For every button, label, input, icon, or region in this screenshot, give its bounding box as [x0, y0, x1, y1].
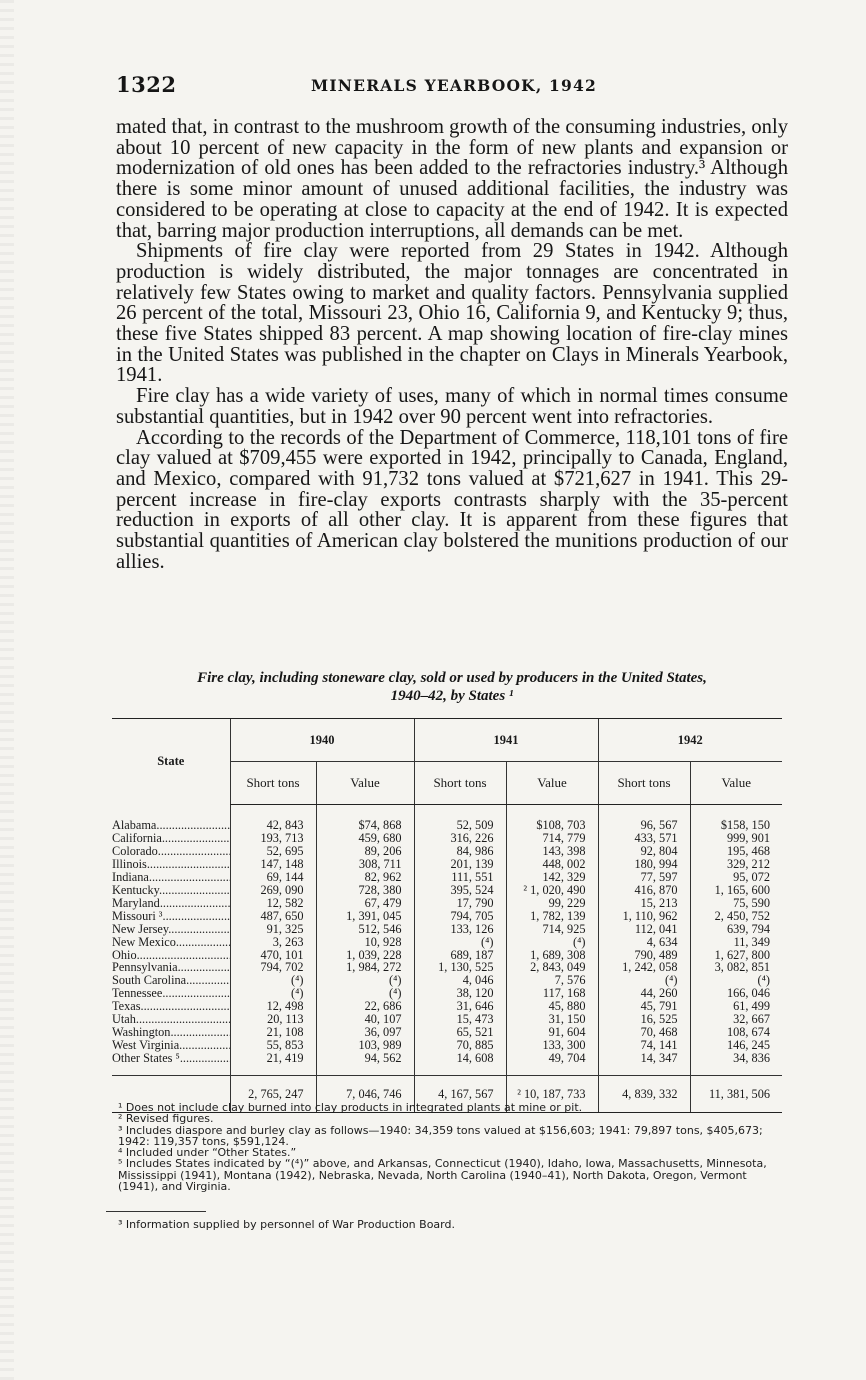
state-name: South Carolina: [112, 974, 187, 988]
paragraph: mated that, in contrast to the mushroom growth of the consuming industries, only about 10 percent of new capacity in the form of new plants and expansion or modernization of old ones has been added to the refractories industry.³ Although there is some minor amount of unused additional facilities, the industry was considered to be operating at close to capacity at the end of 1942. It is expected that, barring major production interruptions, all demands can be met.: [116, 116, 788, 242]
value-cell: (⁴): [316, 987, 414, 1000]
table-row: [112, 1013, 782, 1026]
running-title: MINERALS YEARBOOK, 1942: [311, 76, 597, 95]
table-row: [112, 845, 782, 858]
state-name-cell: [112, 987, 230, 1000]
value-cell: 44, 260: [598, 987, 690, 1000]
leader-dots: [186, 974, 230, 987]
value-cell: 180, 994: [598, 858, 690, 871]
value-cell: 14, 608: [414, 1052, 506, 1075]
leader-dots: [141, 1000, 230, 1013]
state-name-cell: [112, 923, 230, 936]
state-name: West Virginia: [112, 1039, 180, 1053]
value-cell: 794, 705: [414, 910, 506, 923]
table-row: [112, 858, 782, 871]
value-cell: 11, 349: [690, 936, 782, 949]
value-cell: $158, 150: [690, 805, 782, 832]
table-row: [112, 1039, 782, 1052]
leader-dots: [163, 910, 231, 923]
table-row: [112, 936, 782, 949]
total-cell: 2, 765, 247: [230, 1076, 316, 1113]
value-cell: 146, 245: [690, 1039, 782, 1052]
state-name: Colorado: [112, 844, 158, 858]
value-cell: 512, 546: [316, 923, 414, 936]
value-cell: 92, 804: [598, 845, 690, 858]
state-name-cell: [112, 884, 230, 897]
state-name-cell: [112, 832, 230, 845]
value-cell: ² 1, 020, 490: [506, 884, 598, 897]
state-name-cell: [112, 1013, 230, 1026]
value-cell: 15, 213: [598, 897, 690, 910]
table-row: [112, 805, 782, 832]
total-cell: 4, 839, 332: [598, 1076, 690, 1113]
table-title-line: 1940–42, by States ¹: [390, 688, 514, 704]
value-cell: 329, 212: [690, 858, 782, 871]
value-cell: (⁴): [414, 936, 506, 949]
year-header: 1942: [598, 719, 782, 762]
footnote: ² Revised figures.: [118, 1112, 214, 1126]
value-cell: 55, 853: [230, 1039, 316, 1052]
value-cell: 1, 039, 228: [316, 949, 414, 962]
value-cell: 75, 590: [690, 897, 782, 910]
state-name-cell: [112, 871, 230, 884]
value-cell: 70, 885: [414, 1039, 506, 1052]
state-name: Pennsylvania: [112, 961, 178, 975]
leader-dots: [170, 1026, 230, 1039]
value-cell: 133, 300: [506, 1039, 598, 1052]
value-cell: 470, 101: [230, 949, 316, 962]
value-cell: 1, 110, 962: [598, 910, 690, 923]
value-cell: 96, 567: [598, 805, 690, 832]
value-cell: 49, 704: [506, 1052, 598, 1075]
value-cell: 1, 782, 139: [506, 910, 598, 923]
value-cell: 193, 713: [230, 832, 316, 845]
value-cell: 395, 524: [414, 884, 506, 897]
value-cell: 31, 150: [506, 1013, 598, 1026]
value-cell: 70, 468: [598, 1026, 690, 1039]
leader-dots: [160, 897, 230, 910]
state-name: Maryland: [112, 896, 160, 910]
value-cell: 142, 329: [506, 871, 598, 884]
value-cell: 34, 836: [690, 1052, 782, 1075]
value-cell: 790, 489: [598, 949, 690, 962]
value-cell: 1, 627, 800: [690, 949, 782, 962]
value-cell: 99, 229: [506, 897, 598, 910]
value-cell: 61, 499: [690, 1000, 782, 1013]
value-cell: 2, 450, 752: [690, 910, 782, 923]
value-cell: 112, 041: [598, 923, 690, 936]
leader-dots: [158, 845, 230, 858]
leader-dots: [176, 936, 230, 949]
page-number: 1322: [116, 72, 177, 97]
value-cell: 91, 604: [506, 1026, 598, 1039]
state-column-header: State: [112, 719, 230, 805]
state-name-cell: [112, 1026, 230, 1039]
footnote: ³ Includes diaspore and burley clay as follows—1940: 34,359 tons valued at $156,603; 1941: 79,897 tons, $405,673; 1942: 119,357 tons, $591,124.: [118, 1123, 763, 1148]
state-name-cell: [112, 805, 230, 832]
state-name: Other States ⁵: [112, 1052, 180, 1066]
value-cell: 1, 391, 045: [316, 910, 414, 923]
state-name-cell: [112, 974, 230, 987]
column-header: Short tons: [414, 762, 506, 805]
value-cell: 714, 925: [506, 923, 598, 936]
leader-dots: [137, 949, 230, 962]
value-cell: 459, 680: [316, 832, 414, 845]
table-row: [112, 987, 782, 1000]
column-header: Short tons: [230, 762, 316, 805]
value-cell: 32, 667: [690, 1013, 782, 1026]
state-name: Washington: [112, 1026, 171, 1040]
value-cell: 52, 695: [230, 845, 316, 858]
footnote-divider: [106, 1211, 206, 1212]
value-cell: 74, 141: [598, 1039, 690, 1052]
value-cell: 3, 263: [230, 936, 316, 949]
year-header: 1940: [230, 719, 414, 762]
value-cell: (⁴): [230, 974, 316, 987]
value-cell: 2, 843, 049: [506, 961, 598, 974]
value-cell: 22, 686: [316, 1000, 414, 1013]
state-name: Illinois: [112, 857, 147, 871]
value-cell: 1, 130, 525: [414, 961, 506, 974]
column-header: Short tons: [598, 762, 690, 805]
table-body: [112, 805, 782, 1076]
value-cell: 94, 562: [316, 1052, 414, 1075]
value-cell: 16, 525: [598, 1013, 690, 1026]
table-row: [112, 884, 782, 897]
value-cell: 82, 962: [316, 871, 414, 884]
paragraph: Shipments of fire clay were reported from 29 States in 1942. Although production is widely distributed, the major tonnages are concentrated in relatively few States owing to market and quality factors. Pennsylvania supplied 26 percent of the total, Missouri 23, Ohio 16, California 9, and Kentucky 9; thus, these five States shipped 83 percent. A map showing location of fire-clay mines in the United States was published in the chapter on Clays in Minerals Yearbook, 1941.: [116, 240, 788, 387]
leader-dots: [147, 858, 230, 871]
value-cell: 195, 468: [690, 845, 782, 858]
total-cell: 11, 381, 506: [690, 1076, 782, 1113]
footnote: ⁴ Included under “Other States.”: [118, 1146, 297, 1160]
value-cell: 40, 107: [316, 1013, 414, 1026]
table-row: [112, 1026, 782, 1039]
value-cell: (⁴): [598, 974, 690, 987]
value-cell: 20, 113: [230, 1013, 316, 1026]
value-cell: 316, 226: [414, 832, 506, 845]
value-cell: 1, 984, 272: [316, 961, 414, 974]
table-footnotes: [106, 1102, 786, 1192]
fire-clay-table: [112, 718, 782, 1113]
leader-dots: [168, 923, 230, 936]
value-cell: 433, 571: [598, 832, 690, 845]
value-cell: 1, 689, 308: [506, 949, 598, 962]
page-header: [116, 72, 791, 102]
page-footnote: ³ Information supplied by personnel of War Production Board.: [118, 1218, 455, 1231]
state-name: Alabama: [112, 817, 157, 832]
value-cell: 77, 597: [598, 871, 690, 884]
state-name: Missouri ³: [112, 909, 163, 923]
leader-dots: [179, 1039, 230, 1052]
paragraph: According to the records of the Department of Commerce, 118,101 tons of fire clay valued at $709,455 were exported in 1942, principally to Canada, England, and Mexico, compared with 91,732 tons valued at $721,627 in 1941. This 29-percent increase in fire-clay exports contrasts sharply with the 35-percent reduction in exports of all other clay. It is apparent from these figures that substantial quantities of American clay bolstered the munitions production of our allies.: [116, 426, 788, 573]
state-name-cell: [112, 961, 230, 974]
value-cell: 166, 046: [690, 987, 782, 1000]
table-row: [112, 961, 782, 974]
value-cell: 4, 046: [414, 974, 506, 987]
value-cell: 21, 419: [230, 1052, 316, 1075]
total-cell: 7, 046, 746: [316, 1076, 414, 1113]
value-cell: 728, 380: [316, 884, 414, 897]
paragraph: Fire clay has a wide variety of uses, many of which in normal times consume substantial quantities, but in 1942 over 90 percent went into refractories.: [116, 385, 788, 428]
leader-dots: [149, 871, 230, 884]
value-cell: 69, 144: [230, 871, 316, 884]
leader-dots: [180, 1052, 230, 1065]
value-cell: 117, 168: [506, 987, 598, 1000]
value-cell: 38, 120: [414, 987, 506, 1000]
value-cell: 84, 986: [414, 845, 506, 858]
table-row: [112, 1000, 782, 1013]
state-name: Texas: [112, 1000, 141, 1014]
state-name-cell: [112, 910, 230, 923]
value-cell: 1, 165, 600: [690, 884, 782, 897]
total-cell: ² 10, 187, 733: [506, 1076, 598, 1113]
state-name-cell: [112, 936, 230, 949]
state-name-cell: [112, 897, 230, 910]
body-text: [116, 117, 788, 572]
value-cell: 143, 398: [506, 845, 598, 858]
footnote: ¹ Does not include clay burned into clay products in integrated plants at mine or pit.: [118, 1101, 583, 1114]
value-cell: 416, 870: [598, 884, 690, 897]
year-header: 1941: [414, 719, 598, 762]
value-cell: 111, 551: [414, 871, 506, 884]
value-cell: (⁴): [506, 936, 598, 949]
value-cell: 147, 148: [230, 858, 316, 871]
value-cell: 201, 139: [414, 858, 506, 871]
value-cell: 269, 090: [230, 884, 316, 897]
value-cell: 17, 790: [414, 897, 506, 910]
value-cell: 31, 646: [414, 1000, 506, 1013]
state-name-cell: [112, 858, 230, 871]
state-name-cell: [112, 1000, 230, 1013]
leader-dots: [136, 1013, 230, 1026]
leader-dots: [162, 987, 230, 1000]
table-row: [112, 974, 782, 987]
table-row: [112, 832, 782, 845]
state-name-cell: [112, 1052, 230, 1075]
state-name: Indiana: [112, 870, 149, 884]
state-name: California: [112, 831, 162, 845]
value-cell: 14, 347: [598, 1052, 690, 1075]
value-cell: 91, 325: [230, 923, 316, 936]
value-cell: 3, 082, 851: [690, 961, 782, 974]
value-cell: 10, 928: [316, 936, 414, 949]
value-cell: 36, 097: [316, 1026, 414, 1039]
value-cell: 999, 901: [690, 832, 782, 845]
value-cell: 7, 576: [506, 974, 598, 987]
value-cell: 4, 634: [598, 936, 690, 949]
column-header: Value: [506, 762, 598, 805]
value-cell: 108, 674: [690, 1026, 782, 1039]
value-cell: 103, 989: [316, 1039, 414, 1052]
state-name: New Jersey: [112, 922, 169, 936]
value-cell: 67, 479: [316, 897, 414, 910]
state-name: Tennessee: [112, 987, 163, 1001]
value-cell: 45, 880: [506, 1000, 598, 1013]
table-row: [112, 910, 782, 923]
state-name: New Mexico: [112, 935, 176, 949]
leader-dots: [156, 818, 230, 832]
value-cell: (⁴): [316, 974, 414, 987]
value-cell: 12, 498: [230, 1000, 316, 1013]
value-cell: 1, 242, 058: [598, 961, 690, 974]
value-cell: 45, 791: [598, 1000, 690, 1013]
value-cell: (⁴): [690, 974, 782, 987]
value-cell: 448, 002: [506, 858, 598, 871]
leader-dots: [159, 884, 230, 897]
leader-dots: [178, 961, 230, 974]
leader-dots: [162, 832, 230, 845]
column-header: Value: [690, 762, 782, 805]
table-row: [112, 1052, 782, 1075]
value-cell: 65, 521: [414, 1026, 506, 1039]
state-name-cell: [112, 1039, 230, 1052]
value-cell: 42, 843: [230, 805, 316, 832]
table-title-line: Fire clay, including stoneware clay, sold or used by producers in the United States,: [197, 670, 707, 686]
value-cell: 639, 794: [690, 923, 782, 936]
value-cell: 52, 509: [414, 805, 506, 832]
value-cell: 794, 702: [230, 961, 316, 974]
value-cell: 21, 108: [230, 1026, 316, 1039]
value-cell: 308, 711: [316, 858, 414, 871]
footnote: ⁵ Includes States indicated by “(⁴)” above, and Arkansas, Connecticut (1940), Idaho, Iowa, Massachusetts, Minnesota, Mississippi (1941), Montana (1942), Nebraska, Nevada, North Carolina (1940–41), North Dakota, Oregon, Vermont (1941), and Virginia.: [118, 1157, 767, 1194]
value-cell: 15, 473: [414, 1013, 506, 1026]
state-name: Kentucky: [112, 883, 160, 897]
table-row: [112, 897, 782, 910]
state-name-cell: [112, 845, 230, 858]
state-name-cell: [112, 949, 230, 962]
total-cell: 4, 167, 567: [414, 1076, 506, 1113]
value-cell: 133, 126: [414, 923, 506, 936]
scan-edge-artifact: [0, 0, 14, 1380]
value-cell: (⁴): [230, 987, 316, 1000]
column-header: Value: [316, 762, 414, 805]
table-title: [112, 669, 792, 705]
value-cell: 12, 582: [230, 897, 316, 910]
value-cell: $108, 703: [506, 805, 598, 832]
value-cell: 95, 072: [690, 871, 782, 884]
value-cell: 487, 650: [230, 910, 316, 923]
state-name: Ohio: [112, 948, 137, 962]
table-row: [112, 871, 782, 884]
state-name: Utah: [112, 1013, 136, 1027]
value-cell: 714, 779: [506, 832, 598, 845]
value-cell: 89, 206: [316, 845, 414, 858]
value-cell: $74, 868: [316, 805, 414, 832]
value-cell: 689, 187: [414, 949, 506, 962]
table-row: [112, 923, 782, 936]
